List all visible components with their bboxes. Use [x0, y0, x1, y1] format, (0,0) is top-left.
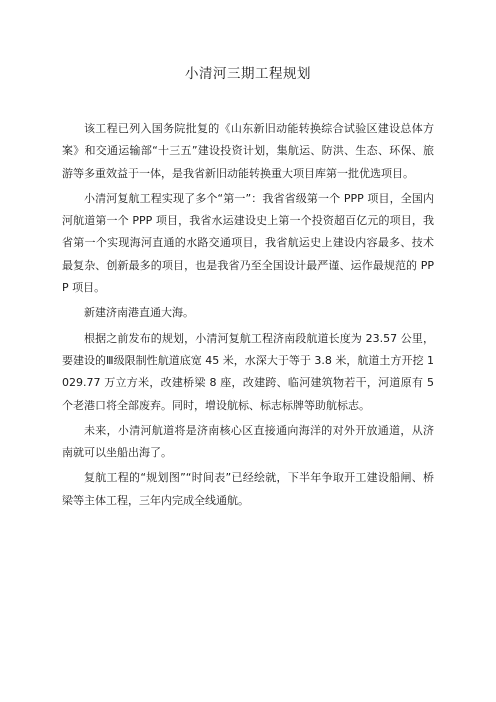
- document-title: 小清河三期工程规划: [185, 66, 311, 82]
- document-body: [62, 118, 434, 515]
- paragraph-3: 新建济南港直通大海。: [84, 306, 194, 320]
- paragraph-2: 小清河复航工程实现了多个“第一”：我省省级第一个 PPP 项目，全国内河航道第一个 PPP 项目，我省水运建设史上第一个投资超百亿元的项目，我省第一个实现海河直通的水路交通项目，我省航运史上建设内容最多、技术最复杂、创新最多的项目，也是我省乃至全国设计最严谨、运作最规范的 PPP 项目。: [62, 191, 434, 295]
- paragraph-1: 该工程已列入国务院批复的《山东新旧动能转换综合试验区建设总体方案》和交通运输部“十三五”建设投资计划，集航运、防洪、生态、环保、旅游等多重效益于一体，是我省新旧动能转换重大项目库第一批优选项目。: [62, 122, 434, 180]
- paragraph-5: 未来，小清河航道将是济南核心区直接通向海洋的对外开放通道，从济南就可以坐船出海了。: [62, 423, 434, 460]
- paragraph-4: 根据之前发布的规划，小清河复航工程济南段航道长度为 23.57 公里，要建设的Ⅲ级限制性航道底宽 45 米，水深大于等于 3.8 米，航道土方开挖 1029.77 万立方米，改建桥梁 8 座，改建跨、临河建筑物若干，河道原有 5 个老港口将全部废弃。同时，增设航标、标志标牌等助航标志。: [62, 331, 434, 412]
- paragraph-6: 复航工程的“规划图”“时间表”已经绘就，下半年争取开工建设船闸、桥梁等主体工程，三年内完成全线通航。: [62, 471, 434, 507]
